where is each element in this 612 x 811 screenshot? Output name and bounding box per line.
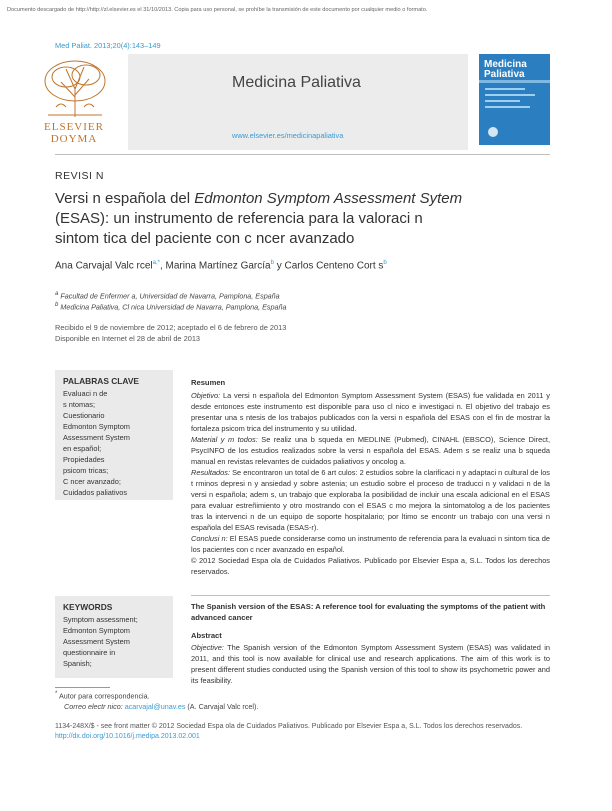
keywords-es-title: PALABRAS CLAVE: [63, 376, 139, 386]
header-divider: [55, 154, 550, 155]
keyword-item: Assessment System: [63, 637, 130, 646]
journal-citation[interactable]: Med Paliat. 2013;20(4):143–149: [55, 41, 161, 50]
journal-title: Medicina Paliativa: [232, 74, 361, 91]
download-notice: Documento descargado de http://http://zl.elsevier.es el 31/10/2013. Copia para uso personal, se prohíbe la transmisión de este documento por cualquier medio o formato.: [7, 7, 428, 13]
resumen-material: Material y m todos: Se realiz una b squeda en MEDLINE (Pubmed), CINAHL (EBSCO), Science Direct, PsycINFO de los estudios realizados sobre la versi n española del ESAS. Adem s se realiz una b squeda manual en revistas relevantes de cuidados paliativos y oncolog a.: [191, 435, 550, 466]
abstract-title: Abstract: [191, 631, 222, 640]
footnote-divider: [55, 687, 110, 688]
keywords-en-box: [55, 596, 173, 678]
cover-title-1: Medicina: [484, 59, 527, 70]
keyword-item: psicom tricas;: [63, 466, 109, 475]
keyword-item: Symptom assessment;: [63, 615, 138, 624]
keyword-item: Cuestionario: [63, 411, 105, 420]
publisher-name-2: DOYMA: [50, 133, 98, 145]
elsevier-tree-icon: [36, 57, 114, 119]
keywords-en-title: KEYWORDS: [63, 602, 113, 612]
author-list: Ana Carvajal Valc rcel$^{a,*}$, Marina Martínez García$^b$ y Carlos Centeno Cort $s^b$: [55, 260, 387, 272]
publisher-name-1: ELSEVIER: [44, 121, 104, 133]
issn-line: 1134-248X/$ - see front matter © 2012 Sociedad Espa ola de Cuidados Paliativos. Publicado por Elsevier Espa a, S.L. Todos los derechos reservados.: [55, 723, 523, 730]
article-title-line-3: sintom tica del paciente con c ncer avanzado: [55, 230, 355, 247]
keyword-item: questionnaire in: [63, 648, 116, 657]
journal-url[interactable]: www.elsevier.es/medicinapaliativa: [232, 131, 344, 140]
resumen-title: Resumen: [191, 378, 226, 387]
abstract-body: Objective: The Spanish version of the Edmonton Symptom Assessment System (ESAS) was validated in 2011, and this tool is now available for clinical use and research applications. The aim of this work is to present different studies conducted using the Spanish version of this tool to show its psychometric power and its feasibility.: [191, 643, 550, 685]
keywords-es-list: [63, 388, 130, 498]
keyword-item: Propiedades: [63, 455, 105, 464]
resumen-resultados: Resultados: Se encontraron un total de 6 art culos: 2 estudios sobre la clarificaci n y adaptaci n cultural de los t rminos depresi n y ansiedad y sobre astenia; un estudio sobre el proceso de traducci n y validaci n de la versi n española; adem s, un trabajo que exploraba la posibilidad de incluir una escala adicional en el ESAS para evaluar estreñimiento y otro mostrando con el ESAS c mo mejora la sintomatolog a de los pacientes tras la intervenci n de un equipo de soporte hospitalario; por ltimo se encontr un trabajo con una versi n española del ESAS revisada (ESAS-r).: [191, 468, 550, 532]
keyword-item: Cuidados paliativos: [63, 488, 128, 497]
keyword-item: Edmonton Symptom: [63, 626, 130, 635]
keyword-item: Spanish;: [63, 659, 92, 668]
doi-link[interactable]: http://dx.doi.org/10.1016/j.medipa.2013.02.001: [55, 733, 200, 740]
received-date: Recibido el 9 de noviembre de 2012; aceptado el 6 de febrero de 2013: [55, 323, 287, 332]
keyword-item: Assessment System: [63, 433, 130, 442]
keyword-item: s ntomas;: [63, 400, 96, 409]
affiliation-a: $^a$ Facultad de Enfermer a, Universidad de Navarra, Pamplona, España: [55, 291, 280, 301]
keyword-item: Edmonton Symptom: [63, 422, 130, 431]
resumen-conclusion: Conclusi n: El ESAS puede considerarse como un instrumento de referencia para la evaluaci n sintom tica de los pacientes con c ncer avanzado en español.: [191, 534, 551, 554]
correspondence-note: * Autor para correspondencia.: [55, 691, 150, 701]
author-email-link[interactable]: acarvajal@unav.es: [124, 702, 186, 711]
resumen-copyright: © 2012 Sociedad Espa ola de Cuidados Paliativos. Publicado por Elsevier Espa a, S.L. Todos los derechos reservados.: [191, 556, 550, 576]
keywords-en-list: [63, 614, 138, 669]
article-title-line-1: Versi n española del Edmonton Symptom Assessment Sytem: [55, 190, 463, 207]
article-title-line-2: (ESAS): un instrumento de referencia para la valoraci n: [55, 210, 423, 227]
section-label: REVISI N: [55, 170, 104, 182]
abstract-divider: [191, 595, 550, 596]
affiliation-b: $^b$ Medicina Paliativa, Cl nica Universidad de Navarra, Pamplona, España: [55, 302, 287, 312]
keyword-item: en español;: [63, 444, 102, 453]
email-note: Correo electr nico: acarvajal@unav.es (A. Carvajal Valc rcel).: [64, 702, 259, 711]
keyword-item: C ncer avanzado;: [63, 477, 121, 486]
elsevier-logo: [26, 55, 122, 145]
resumen-body: [191, 390, 550, 577]
keywords-es-box: [55, 370, 173, 500]
online-date: Disponible en Internet el 28 de abril de 2013: [55, 334, 201, 343]
resumen-objetivo: Objetivo: La versi n española del Edmonton Symptom Assessment System (ESAS) fue validada en 2011 y desde entonces este instrumento est disponible para uso cl nico e investigaci n. El objetivo del trabajo es presentar una s ntesis de los trabajos publicados con la versi n española del ESAS con el fin de mostrar la fortaleza psicom trica del instrumento y su utilidad.: [191, 391, 550, 433]
keyword-item: Evaluaci n de: [63, 389, 108, 398]
english-title: The Spanish version of the ESAS: A reference tool for evaluating the symptoms of the patient with advanced cancer: [191, 602, 546, 622]
cover-title-2: Paliativa: [484, 69, 525, 80]
